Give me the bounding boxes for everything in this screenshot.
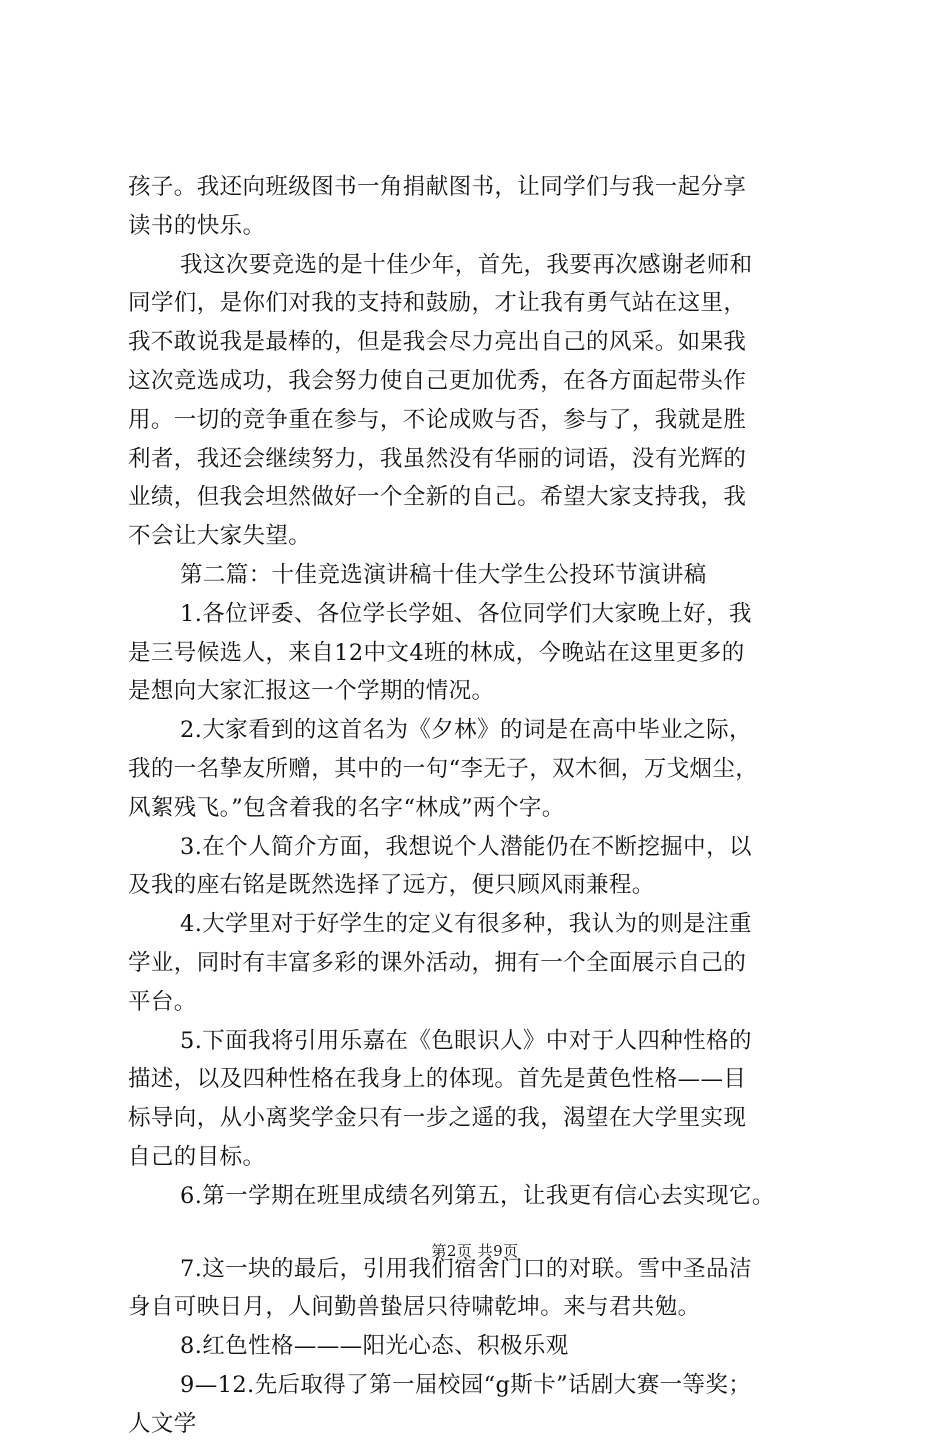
text-line: 第二篇：十佳竞选演讲稿十佳大学生公投环节演讲稿 xyxy=(180,561,707,588)
text-line: 标导向，从小离奖学金只有一步之遥的我，渴望在大学里实现 xyxy=(128,1105,747,1132)
text-line: 我这次要竞选的是十佳少年，首先，我要再次感谢老师和 xyxy=(180,251,753,278)
text-line: 人文学 xyxy=(128,1410,197,1437)
page-footer: 第2页 共9页 xyxy=(431,1242,519,1260)
text-line: 用。一切的竞争重在参与，不论成败与否，参与了，我就是胜 xyxy=(128,406,747,433)
text-line: 业绩，但我会坦然做好一个全新的自己。希望大家支持我，我 xyxy=(128,484,747,511)
text-line: 学业，同时有丰富多彩的课外活动，拥有一个全面展示自己的 xyxy=(128,949,747,976)
text-line: 孩子。我还向班级图书一角捐献图书，让同学们与我一起分享 xyxy=(128,174,747,200)
text-line: 利者，我还会继续努力，我虽然没有华丽的词语，没有光辉的 xyxy=(128,445,747,472)
text-line: 5.下面我将引用乐嘉在《色眼识人》中对于人四种性格的 xyxy=(180,1027,752,1054)
text-line: 自己的目标。 xyxy=(128,1143,266,1170)
text-line: 9—12.先后取得了第一届校园“g斯卡”话剧大赛一等奖； xyxy=(180,1371,752,1398)
text-line: 风絮残飞。”包含着我的名字“林成”两个字。 xyxy=(128,794,565,821)
text-line: 平台。 xyxy=(128,988,197,1015)
text-line: 这次竞选成功，我会努力使自己更加优秀，在各方面起带头作 xyxy=(128,367,747,394)
text-line: 读书的快乐。 xyxy=(128,212,266,239)
text-line: 身自可映日月，人间勤兽蛰居只待啸乾坤。来与君共勉。 xyxy=(128,1294,701,1321)
text-line: 及我的座右铭是既然选择了远方，便只顾风雨兼程。 xyxy=(128,872,655,899)
text-line: 4.大学里对于好学生的定义有很多种，我认为的则是注重 xyxy=(180,911,752,938)
text-line: 同学们，是你们对我的支持和鼓励，才让我有勇气站在这里， xyxy=(128,290,747,317)
text-line: 6.第一学期在班里成绩名列第五，让我更有信心去实现它。 xyxy=(180,1182,775,1209)
text-line: 1.各位评委、各位学长学姐、各位同学们大家晚上好，我 xyxy=(180,600,752,627)
text-line: 不会让大家失望。 xyxy=(128,523,312,550)
text-line: 我不敢说我是最棒的，但是我会尽力亮出自己的风采。如果我 xyxy=(128,329,747,356)
text-line: 描述，以及四种性格在我身上的体现。首先是黄色性格——目 xyxy=(128,1066,747,1093)
text-line: 是三号候选人，来自12中文4班的林成，今晚站在这里更多的 xyxy=(128,639,745,666)
text-line: 7.这一块的最后，引用我们宿舍门口的对联。雪中圣品洁 xyxy=(180,1255,752,1282)
text-line: 是想向大家汇报这一个学期的情况。 xyxy=(128,678,495,705)
text-line: 8.红色性格———阳光心态、积极乐观 xyxy=(180,1333,569,1360)
text-line: 我的一名挚友所赠，其中的一句“李无子，双木徊，万戈烟尘， xyxy=(128,755,759,782)
text-line: 3.在个人简介方面，我想说个人潜能仍在不断挖掘中，以 xyxy=(180,833,752,860)
text-line: 2.大家看到的这首名为《夕林》的词是在高中毕业之际， xyxy=(180,717,752,744)
